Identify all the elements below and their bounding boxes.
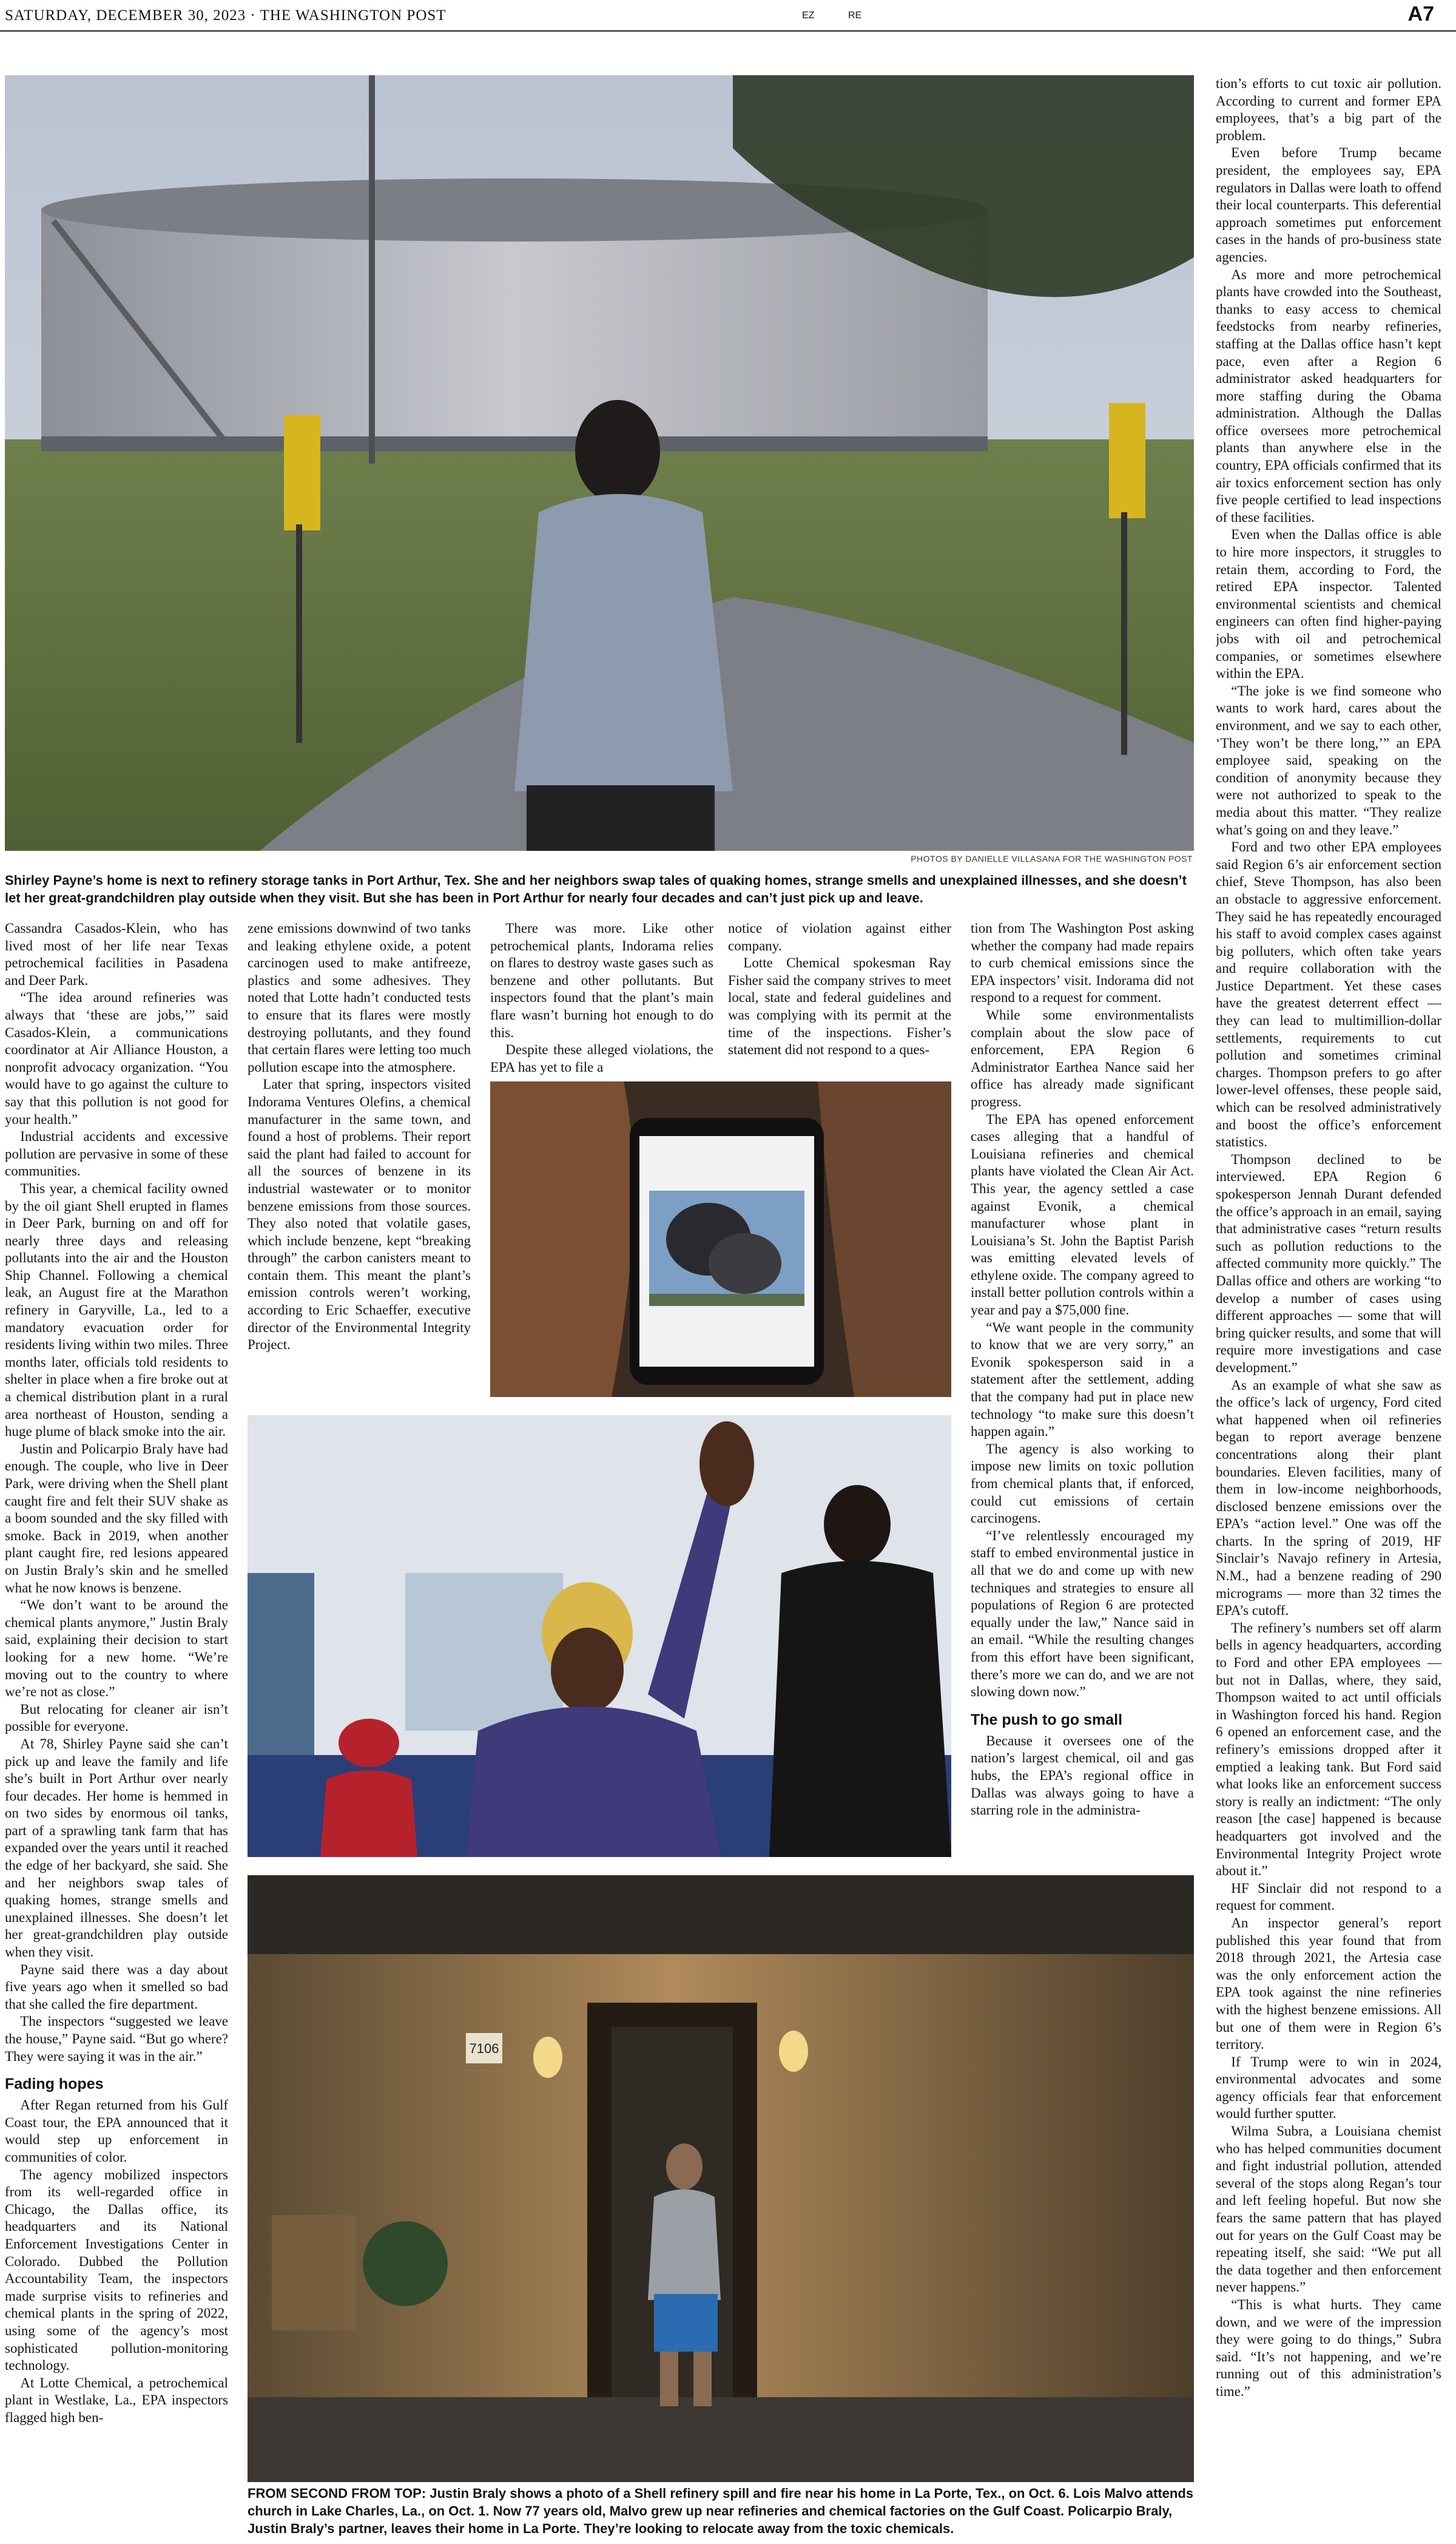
photo-storage-tank xyxy=(5,75,1194,851)
paragraph: notice of violation against either company. xyxy=(728,921,951,953)
caption-top-photo: Shirley Payne’s home is next to refinery storage tanks in Port Arthur, Tex. She and her neighbors swap tales of quaking homes, strange smells and unexplained illnesses, and she doesn’t let her great-grandchildren play outside when they visit. But she has been in Port Arthur for nearly four decades and can’t just pick up and leave. xyxy=(5,873,1187,905)
paragraph: While some environmentalists complain about the slow pace of enforcement, EPA Region 6 Administrator Earthea Nance said her office has already made significant progress. xyxy=(971,1007,1194,1109)
paragraph: But relocating for cleaner air isn’t possible for everyone. xyxy=(5,1701,228,1734)
paragraph: tion’s efforts to cut toxic air pollution. According to current and former EPA employees, that’s a big part of the problem. xyxy=(1216,76,1441,143)
paragraph: Later that spring, inspectors visited Indorama Ventures Olefins, a chemical manufacturer in the same town, and found a host of problems. Their report said the plant had failed to account for all the sources of benzene in its industrial wastewater or to monitor benzene emissions from those sources. They also noted that volatile gases, which include benzene, kept “breaking through” the carbon canisters meant to contain them. This meant the plant’s emission controls weren’t working, according to Eric Schaeffer, executive director of the Environmental Integrity Project. xyxy=(248,1077,471,1353)
paragraph: Cassandra Casados-Klein, who has lived most of her life near Texas petrochemical facilities in Pasadena and Deer Park. xyxy=(5,921,228,988)
paragraph: Justin and Policarpio Braly have had enough. The couple, who live in Deer Park, were driving when the Shell plant caught fire and felt their SUV shake as a boom sounded and the sky filled with smoke. Back in 2019, when another plant caught fire, red lesions appeared on Justin Braly’s skin and he smelled what he now knows is benzene. xyxy=(5,1441,228,1595)
paragraph: Payne said there was a day about five years ago when it smelled so bad that she called the fire department. xyxy=(5,1961,228,2012)
paragraph: Industrial accidents and excessive pollution are pervasive in some of these communities. xyxy=(5,1129,228,1179)
paragraph: Ford and two other EPA employees said Region 6’s air enforcement section chief, Steve Thompson, has also been an obstacle to aggressive enforcement. They said he has repeatedly encouraged his staff to avoid complex cases against big polluters, which often take years and require collaboration with the Justice Department. Yet these cases have the greatest deterrent effect — they can lead to multimillion-dollar settlements, requirements to cut pollution and sometimes criminal charges. Thompson prefers to go after lower-level offenses, these people said, which can be resolved administratively and boost the office’s enforcement statistics. xyxy=(1216,839,1441,1150)
paragraph: “I’ve relentlessly encouraged my staff to embed environmental justice in all that we do and come up with new techniques and strategies to ensure all populations of Region 6 are protected equally under the law,” Nance said in an email. “While the resulting changes from this effort have been significant, there’s more we can do, and we are not slowing down now.” xyxy=(971,1527,1194,1700)
paragraph: Thompson declined to be interviewed. EPA Region 6 spokesperson Jennah Durant defended the office’s approach in an email, saying that administrative cases “return results such as pollution reductions to the affected community more quickly.” The Dallas office and others are working “to develop a number of cases using different approaches — some that will bring quicker results, and some that will require more investigations and case development.” xyxy=(1216,1151,1441,1375)
paragraph: At 78, Shirley Payne said she can’t pick up and leave the family and life she’s built in Port Arthur over nearly four decades. Her home is hemmed in on two sides by enormous oil tanks, part of a sprawling tank farm that has expanded over the years until it reached the edge of her backyard, she said. She and her neighbors swap tales of quaking homes, strange smells and unexplained illnesses. She doesn’t let her great-grandchildren play outside when they visit. xyxy=(5,1736,228,1960)
paragraph: As more and more petrochemical plants have crowded into the Southeast, thanks to easy access to chemical feedstocks from nearby refineries, staffing at the Dallas office hasn’t kept pace, even after a Region 6 administrator asked headquarters for more staffing during the Obama administration. Although the Dallas office oversees more petrochemical plants than anywhere else in the country, EPA officials confirmed that its air toxics enforcement section has only five people certified to lead inspections of these facilities. xyxy=(1216,266,1441,525)
paragraph: “We don’t want to be around the chemical plants anymore,” Justin Braly said, explaining their decision to start looking for a new home. “We’re moving out to the country to where we’re not as close.” xyxy=(5,1597,228,1700)
dateline: SATURDAY, DECEMBER 30, 2023 · THE WASHINGTON POST xyxy=(5,7,447,24)
paragraph: Because it oversees one of the nation’s largest chemical, oil and gas hubs, the EPA’s regional office in Dallas was always going to have a starring role in the administra- xyxy=(971,1733,1194,1818)
edition-code-re: RE xyxy=(848,10,862,21)
photo-church xyxy=(248,1415,951,1857)
paragraph: HF Sinclair did not respond to a request for comment. xyxy=(1216,1880,1441,1913)
article-column-6 xyxy=(1216,75,1441,2544)
paragraph: “The joke is we find someone who wants to work hard, cares about the environment, and we say to each other, ‘They won’t be there long,’” an EPA employee said, speaking on the condition of anonymity because they were not authorized to speak to the media about this matter. “They realize what’s going on and they leave.” xyxy=(1216,683,1441,837)
masthead xyxy=(0,0,1456,32)
paragraph: Even when the Dallas office is able to hire more inspectors, it struggles to retain them, according to Ford, the retired EPA inspector. Talented environmental scientists and chemical engineers can often find higher-paying jobs with oil and petrochemical companies, or sometimes elsewhere within the EPA. xyxy=(1216,527,1441,682)
paragraph: At Lotte Chemical, a petrochemical plant in Westlake, La., EPA inspectors flagged high ben- xyxy=(5,2375,228,2425)
paragraph: The EPA has opened enforcement cases alleging that a handful of Louisiana refineries and chemical plants have violated the Clean Air Act. This year, the agency settled a case against Evonik, a chemical manufacturer whose plant in Louisiana’s St. John the Baptist Parish was emitting elevated levels of ethylene oxide. The company agreed to install better pollution controls within a year and pay a $75,000 fine. xyxy=(971,1111,1194,1318)
paragraph: tion from The Washington Post asking whether the company had made repairs to curb chemical emissions since the EPA inspectors’ visit. Indorama did not respond to a request for comment. xyxy=(971,921,1194,1006)
article-column-4 xyxy=(728,920,951,1079)
paragraph: “This is what hurts. They came down, and we were of the impression they were going to do things,” Subra said. “It’s not happening, and we’re running out of this administration’s time.” xyxy=(1216,2297,1441,2399)
paragraph: Wilma Subra, a Louisiana chemist who has helped communities document and fight industrial pollution, attended several of the stops along Regan’s tour and left feeling hopeful. But now she fears the same pattern that has played out for years on the Gulf Coast may be repeating itself, she said: “We put all the data together and then enforcement never happens.” xyxy=(1216,2123,1441,2295)
paragraph: “We want people in the community to know that we are very sorry,” an Evonik spokesperson said in a statement after the settlement, adding that the company had put in place new technology “to make sure this doesn’t happen again.” xyxy=(971,1319,1194,1439)
paragraph: The inspectors “suggested we leave the house,” Payne said. “But go where? They were saying it was in the air.” xyxy=(5,2014,228,2064)
paragraph: Lotte Chemical spokesman Ray Fisher said the company strives to meet local, state and federal guidelines and was complying with its permit at the time of the inspections. Fisher’s statement did not respond to a ques- xyxy=(728,955,951,1058)
paragraph: “The idea around refineries was always that ‘these are jobs,’” said Casados-Klein, a communications coordinator at Air Alliance Houston, a nonprofit advocacy organization. “You would have to go against the culture to say that this pollution is not good for your health.” xyxy=(5,990,228,1127)
article-column-1 xyxy=(5,920,228,2544)
paragraph: As an example of what she saw as the office’s lack of urgency, Ford cited what happened when oil refineries began to report average benzene concentrations along their plant boundaries. Eleven facilities, many of them in low-income neighborhoods, disclosed benzene emissions over the EPA’s “action level.” One was off the charts. In the spring of 2019, HF Sinclair’s Navajo refinery in Artesia, N.M., had a benzene reading of 290 micrograms — more than 32 times the EPA’s cutoff. xyxy=(1216,1377,1441,1619)
edition-code-ez: EZ xyxy=(802,10,815,21)
subheading-push-to-go-small: The push to go small xyxy=(971,1711,1123,1728)
paragraph: The refinery’s numbers set off alarm bells in agency headquarters, according to Ford and other EPA employees — but not in Dallas, where, they said, Thompson waited to act until officials in Washington forced his hand. Region 6 opened an enforcement case, and the refinery’s emissions dropped after it emptied a leaking tank. But Ford said what looks like an enforcement success story is really an indictment: “The only reason [the case] happened is because headquarters got involved and the Environmental Integrity Project wrote about it.” xyxy=(1216,1620,1441,1879)
page-number: A7 xyxy=(1407,2,1434,25)
paragraph: This year, a chemical facility owned by the oil giant Shell erupted in flames in Deer Park, burning on and off for nearly three days and releasing pollutants into the air and the Houston Ship Channel. Following a chemical leak, an August fire at the Marathon refinery in Garyville, La., led to a mandatory evacuation order for residents living within two miles. Three months later, officials told residents to shelter in place when a fire broke out at a chemical distribution plant in a rural area northeast of Houston, sending a huge plume of black smoke into the air. xyxy=(5,1180,228,1439)
paragraph: The agency mobilized inspectors from its well-regarded office in Chicago, the Dallas office, its headquarters and its National Enforcement Investigations Center in Colorado. Dubbed the Pollution Accountability Team, the inspectors made surprise visits to refineries and chemical plants in the spring of 2022, using some of the agency’s most sophisticated pollution-monitoring technology. xyxy=(5,2167,228,2373)
paragraph: An inspector general’s report published this year found that from 2018 through 2021, the Artesia case was the only enforcement action the EPA took against the nine refineries with the highest benzene emissions. All but one of them were in Region 6’s territory. xyxy=(1216,1915,1441,2052)
article-column-3 xyxy=(490,920,713,1079)
masthead-rule xyxy=(0,30,1456,32)
photo-house-night xyxy=(248,1875,1194,2482)
paragraph: Despite these alleged violations, the EPA has yet to file a xyxy=(490,1042,713,1075)
subheading-fading-hopes: Fading hopes xyxy=(5,2075,104,2093)
article-column-5 xyxy=(971,920,1194,1867)
article-column-2 xyxy=(248,920,471,1406)
caption-bottom-photos: FROM SECOND FROM TOP: Justin Braly shows a photo of a Shell refinery spill and fire near his home in La Porte, Tex., on Oct. 6. Lois Malvo attends church in Lake Charles, La., on Oct. 1. Now 77 years old, Malvo grew up near refineries and chemical factories on the Gulf Coast. Policarpio Braly, Justin Braly’s partner, leaves their home in La Porte. They’re looking to relocate away from the toxic chemicals. xyxy=(248,2486,1194,2536)
house-number: 7106 xyxy=(469,2041,499,2056)
paragraph: Even before Trump became president, the employees say, EPA regulators in Dallas were loath to offend their local counterparts. This deferential approach sometimes put enforcement cases in the hands of pro-business state agencies. xyxy=(1216,145,1441,265)
paragraph: zene emissions downwind of two tanks and leaking ethylene oxide, a potent carcinogen used to make antifreeze, plastics and some adhesives. They noted that Lotte hadn’t conducted tests to ensure that its flares were mostly destroying pollutants, and they found that certain flares were letting too much pollution escape into the atmosphere. xyxy=(248,921,471,1075)
paragraph: The agency is also working to impose new limits on toxic pollution from chemical plants that, if enforced, could cut emissions of certain carcinogens. xyxy=(971,1441,1194,1526)
paragraph: There was more. Like other petrochemical plants, Indorama relies on flares to destroy waste gases such as benzene and other pollutants. But inspectors found that the plant’s main flare wasn’t burning hot enough to do this. xyxy=(490,921,713,1040)
photo-phone-spill xyxy=(490,1081,951,1397)
paragraph: After Regan returned from his Gulf Coast tour, the EPA announced that it would step up enforcement in communities of color. xyxy=(5,2097,228,2165)
photo-credit: PHOTOS BY DANIELLE VILLASANA FOR THE WASHINGTON POST xyxy=(911,854,1193,864)
paragraph: If Trump were to win in 2024, environmental advocates and some agency officials fear that enforcement would further sputter. xyxy=(1216,2054,1441,2122)
